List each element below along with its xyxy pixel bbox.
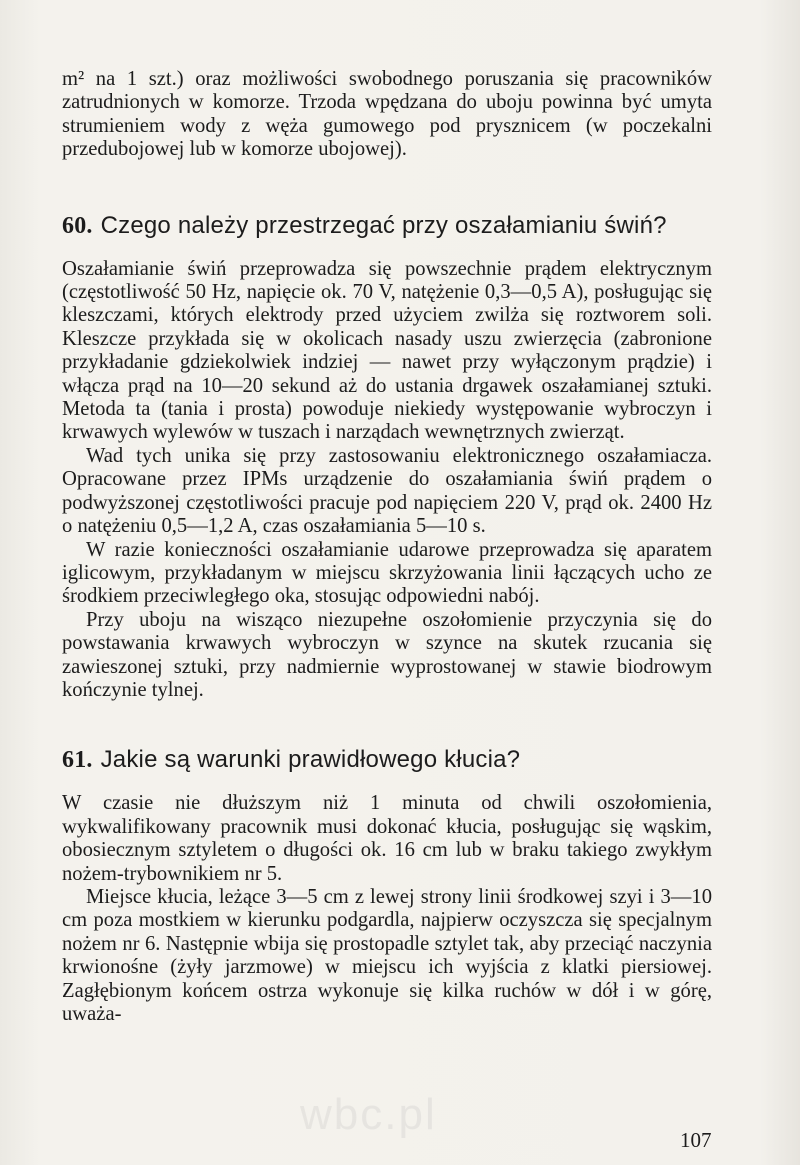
section-60-paragraph-4: Przy uboju na wisząco niezupełne oszołomienie przyczynia się do powstawania krwawych wybroczyn w szynce na skutek rzucania się zawieszonej sztuki, przy nadmiernie wyprostowanej w stawie biodrowym kończynie tylnej. — [62, 608, 712, 701]
section-61-heading — [62, 746, 712, 774]
section-60-paragraph-3: W razie konieczności oszałamianie udarowe przeprowadza się aparatem iglicowym, przykładanym w miejscu skrzyżowania linii łączących ucho ze środkiem przeciwległego oka, stosując odpowiedni nabój. — [62, 538, 712, 608]
section-60-paragraph-1: Oszałamianie świń przeprowadza się powszechnie prądem elektrycznym (częstotliwość 50 Hz, napięcie ok. 70 V, natężenie 0,3—0,5 A), posługując się kleszczami, których elektrody przed użyciem zwilża się roztworem soli. Kleszcze przykłada się w okolicach nasady uszu zwierzęcia (zabronione przykładanie gdziekolwiek indziej — nawet przy wyłączonym prądzie) i włącza prąd na 10—20 sekund aż do ustania drgawek oszałamianej sztuki. Metoda ta (tania i prosta) powoduje niekiedy występowanie wybroczyn i krwawych wylewów w tuszach i narządach wewnętrznych zwierząt. — [62, 257, 712, 444]
watermark: wbc.pl — [300, 1090, 437, 1139]
section-61-title: Jakie są warunki prawidłowego kłucia? — [100, 746, 521, 774]
section-61-paragraph-1: W czasie nie dłuższym niż 1 minuta od chwili oszołomienia, wykwalifikowany pracownik musi dokonać kłucia, posługując się wąskim, obosiecznym sztyletem o długości ok. 16 cm lub w braku takiego zwykłym nożem-trybownikiem nr 5. — [62, 792, 712, 885]
intro-paragraph: m² na 1 szt.) oraz możliwości swobodnego poruszania się pracowników zatrudnionych w komorze. Trzoda wpędzana do uboju powinna być umyta strumieniem wody z węża gumowego pod prysznicem (w poczekalni przedubojowej lub w komorze ubojowej). — [62, 68, 712, 161]
section-60-number: 60. — [62, 212, 93, 239]
page-content — [62, 68, 712, 1026]
section-61-number: 61. — [62, 747, 93, 774]
section-61-paragraph-2: Miejsce kłucia, leżące 3—5 cm z lewej strony linii środkowej szyi i 3—10 cm poza mostkiem w kierunku podgardla, najpierw oczyszcza się specjalnym nożem nr 6. Następnie wbija się prostopadle sztylet tak, aby przeciąć naczynia krwionośne (żyły jarzmowe) w miejscu ich wyjścia z klatki piersiowej. Zagłębionym końcem ostrza wykonuje się kilka ruchów w dół i w górę, uważa- — [62, 885, 712, 1025]
section-60-paragraph-2: Wad tych unika się przy zastosowaniu elektronicznego oszałamiacza. Opracowane przez IPMs urządzenie do oszałamiania świń prądem o podwyższonej częstotliwości pracuje pod napięciem 220 V, prąd ok. 2400 Hz o natężeniu 0,5—1,2 A, czas oszałamiania 5—10 s. — [62, 444, 712, 538]
section-60-title: Czego należy przestrzegać przy oszałamianiu świń? — [100, 211, 667, 239]
section-60-heading — [62, 212, 712, 240]
page-number: 107 — [680, 1128, 712, 1152]
